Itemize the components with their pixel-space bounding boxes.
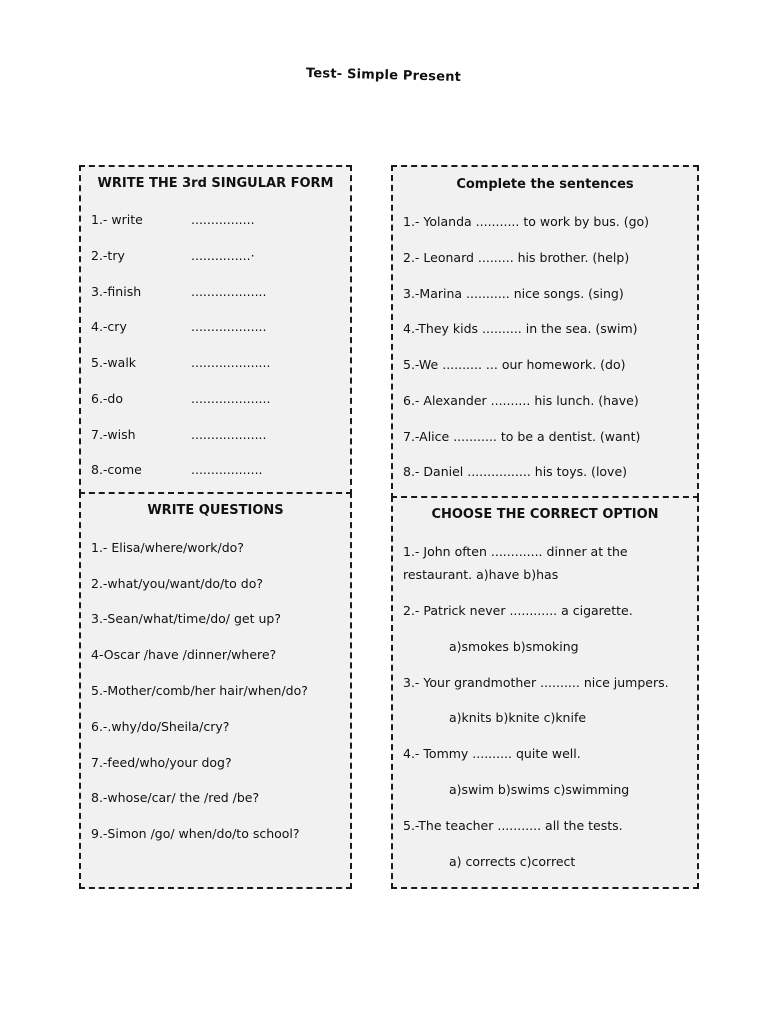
question-text: 1.- John often ............. dinner at the: [403, 544, 628, 559]
page-title: Test- Simple Present: [306, 65, 462, 86]
list-item: 6.-.why/do/Sheila/cry?: [91, 719, 230, 734]
list-item: 1.- write ................: [91, 212, 255, 227]
list-item: 2.- Leonard ......... his brother. (help): [403, 250, 630, 265]
list-item: 7.-feed/who/your dog?: [91, 755, 232, 770]
list-item: 2.-try ...............·: [91, 248, 255, 263]
answer-options: a)swim b)swims c)swimming: [449, 782, 630, 797]
list-item: 4.-They kids .......... in the sea. (swim): [403, 321, 638, 336]
question-text: 3.- Your grandmother .......... nice jumpers.: [403, 675, 669, 690]
question-text: 5.-The teacher ........... all the tests.: [403, 818, 623, 833]
choose-option-section: [391, 496, 699, 889]
list-item: 7.-wish ...................: [91, 427, 267, 442]
section-heading: WRITE QUESTIONS: [147, 503, 284, 518]
list-item: 3.-Marina ........... nice songs. (sing): [403, 286, 624, 301]
list-item: 8.-whose/car/ the /red /be?: [91, 790, 260, 805]
list-item: 5.-walk ....................: [91, 355, 271, 370]
list-item: 3.-finish ...................: [91, 284, 267, 299]
section-heading: WRITE THE 3rd SINGULAR FORM: [97, 176, 334, 191]
question-text: restaurant. a)have b)has: [403, 567, 559, 582]
write-questions-section: [79, 492, 352, 889]
answer-options: a)smokes b)smoking: [449, 639, 579, 654]
list-item: 2.-what/you/want/do/to do?: [91, 576, 263, 591]
list-item: 7.-Alice ........... to be a dentist. (want): [403, 429, 641, 444]
list-item: 5.-We .......... ... our homework. (do): [403, 357, 626, 372]
list-item: 1.- Elisa/where/work/do?: [91, 540, 244, 555]
list-item: 8.- Daniel ................ his toys. (love): [403, 464, 628, 479]
complete-sentences-section: [391, 165, 699, 499]
singular-form-section: [79, 165, 352, 495]
question-text: 2.- Patrick never ............ a cigarette.: [403, 603, 633, 618]
answer-options: a)knits b)knite c)knife: [449, 710, 587, 725]
list-item: 3.-Sean/what/time/do/ get up?: [91, 611, 281, 626]
list-item: 9.-Simon /go/ when/do/to school?: [91, 826, 300, 841]
list-item: 4-Oscar /have /dinner/where?: [91, 647, 277, 662]
list-item: 1.- Yolanda ........... to work by bus. (go): [403, 214, 650, 229]
question-text: 4.- Tommy .......... quite well.: [403, 746, 581, 761]
section-heading: Complete the sentences: [456, 177, 634, 192]
list-item: 8.-come ..................: [91, 462, 263, 477]
list-item: 6.-do ....................: [91, 391, 271, 406]
section-heading: CHOOSE THE CORRECT OPTION: [431, 507, 659, 522]
list-item: 5.-Mother/comb/her hair/when/do?: [91, 683, 308, 698]
list-item: 6.- Alexander .......... his lunch. (have): [403, 393, 639, 408]
list-item: 4.-cry ...................: [91, 319, 267, 334]
answer-options: a) corrects c)correct: [449, 854, 576, 869]
